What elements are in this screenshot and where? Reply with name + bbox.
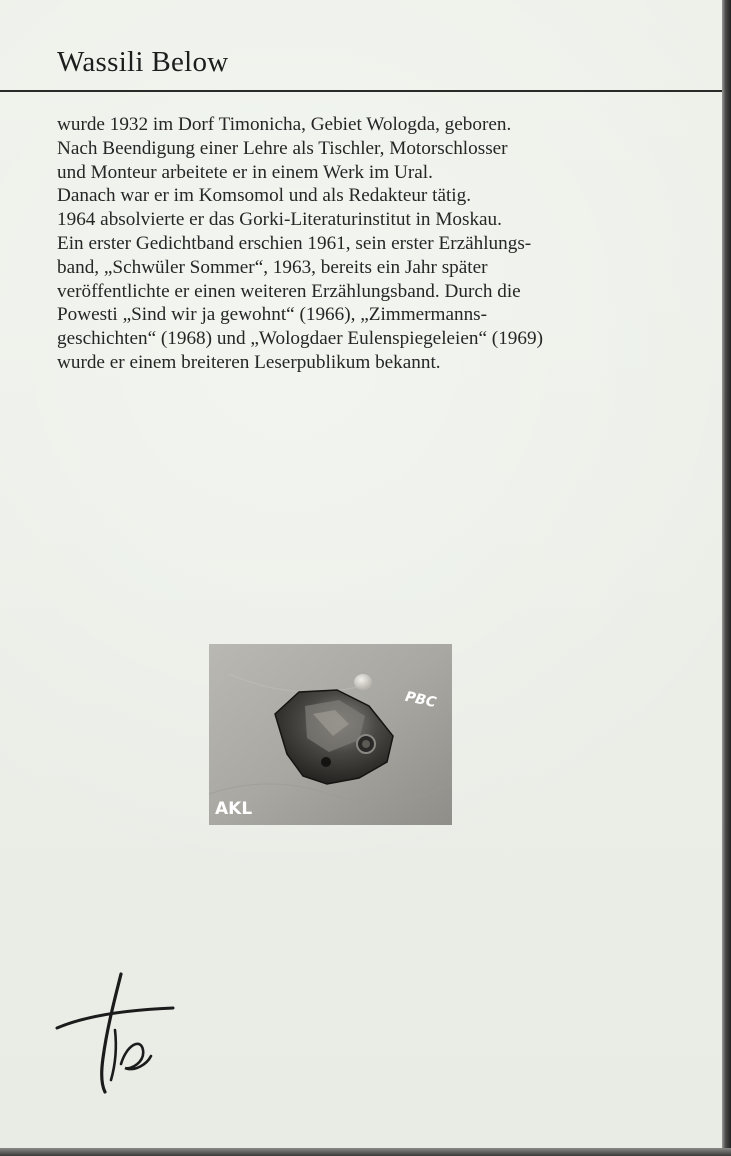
biography-line: Ein erster Gedichtband erschien 1961, sein erster Erzählungs- — [57, 232, 532, 254]
biography-line: Powesti „Sind wir ja gewohnt“ (1966), „Zimmermanns- — [57, 304, 488, 326]
cover-edge-shadow — [722, 0, 731, 1156]
author-name: Wassili Below — [57, 46, 229, 78]
photo-watermark-left: AKL — [215, 799, 253, 819]
publisher-monogram-icon — [55, 968, 175, 1098]
biography-line: und Monteur arbeitete er in einem Werk im Ural. — [57, 161, 433, 183]
biography-line: 1964 absolvierte er das Gorki-Literaturinstitut in Moskau. — [57, 209, 502, 231]
header-divider — [0, 90, 722, 92]
stone-photo — [209, 644, 452, 825]
biography-line: veröffentlichte er einen weiteren Erzählungsband. Durch die — [57, 280, 521, 302]
cover-bottom-edge — [0, 1148, 731, 1156]
photo-watermark-right: PBC — [403, 688, 438, 712]
biography-line: Nach Beendigung einer Lehre als Tischler, Motorschlosser — [57, 137, 508, 159]
author-biography — [57, 113, 697, 375]
biography-line: Danach war er im Komsomol und als Redakteur tätig. — [57, 185, 472, 207]
biography-line: band, „Schwüler Sommer“, 1963, bereits ein Jahr später — [57, 256, 488, 278]
biography-line: wurde 1932 im Dorf Timonicha, Gebiet Wologda, geboren. — [57, 114, 512, 135]
stone-photo-image — [209, 644, 452, 825]
biography-line: geschichten“ (1968) und „Wologdaer Eulenspiegeleien“ (1969) — [57, 328, 543, 350]
biography-line: wurde er einem breiteren Leserpublikum bekannt. — [57, 351, 441, 373]
